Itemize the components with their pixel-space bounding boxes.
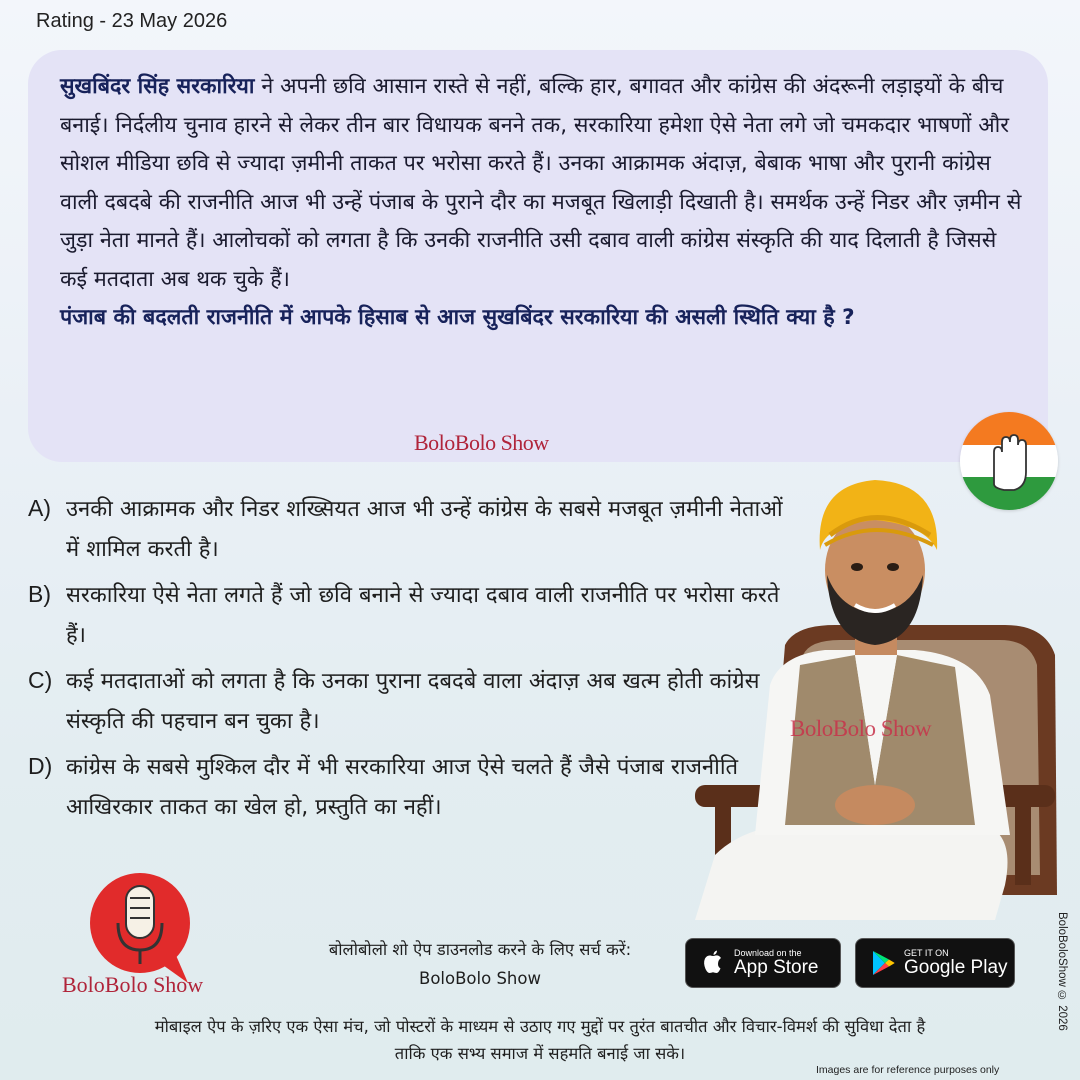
image-disclaimer: Images are for reference purposes only [816,1064,1000,1076]
footer-description [40,1013,1040,1067]
brand-name: BoloBolo Show [62,972,204,997]
congress-hand-symbol-icon [960,412,1058,510]
download-instructions [290,935,670,993]
footer-line-2: ताकि एक सभ्य समाज में सहमति बनाई जा सके। [394,1044,686,1063]
footer-line-1: मोबाइल ऐप के ज़रिए एक ऐसा मंच, जो पोस्टरों के माध्यम से उठाए गए मुद्दों पर तुरंत बातचीत और विचार-विमर्श की सुविधा देता है [154,1017,926,1036]
poll-options [28,488,788,832]
card-body-text: ने अपनी छवि आसान रास्ते से नहीं, बल्कि हार, बगावत और कांग्रेस की अंदरूनी लड़ाइयों के बीच बनाई। निर्दलीय चुनाव हारने से लेकर तीन बार विधायक बनने तक, सरकारिया हमेशा ऐसे नेता लगे जो चमकदार भाषणों और सोशल मीडिया छवि से ज्यादा ज़मीनी ताकत पर भरोसा करते हैं। उनका आक्रामक अंदाज़, बेबाक भाषा और पुरानी कांग्रेस वाली दबदबे की राजनीति आज भी उन्हें पंजाब के पुराने दौर का मजबूत खिलाड़ी दिखाती है। समर्थक उन्हें निडर और ज़मीन से जुड़ा नेता मानते हैं। आलोचकों को लगता है कि उनकी राजनीति उसी दबाव वाली कांग्रेस संस्कृति की याद दिलाती है जिससे कई मतदाता अब थक चुके हैं। [60,74,1022,292]
googleplay-big-text: Google Play [904,957,1008,978]
poll-question: पंजाब की बदलती राजनीति में आपके हिसाब से आज सुखबिंदर सरकारिया की असली स्थिति क्या है ? [60,305,855,330]
appstore-big-text: App Store [734,957,819,978]
card-watermark: BoloBolo Show [414,430,549,455]
google-play-button[interactable] [855,938,1015,988]
poll-option-c[interactable]: C) कई मतदाताओं को लगता है कि उनका पुराना दबदबे वाला अंदाज़ अब खत्म होती कांग्रेस संस्कृति की पहचान बन चुका है। [28,667,760,734]
poll-option-a[interactable]: A) उनकी आक्रामक और निडर शख्सियत आज भी उन्हें कांग्रेस के सबसे मजबूत ज़मीनी नेताओं में शामिल करती है। [28,495,783,562]
download-app-name: BoloBolo Show [419,969,541,988]
politician-name: सुखबिंदर सिंह सरकारिया [60,74,255,99]
google-play-icon [868,948,898,978]
apple-icon [698,948,728,978]
portrait-watermark: BoloBolo Show [790,716,932,741]
download-prompt: बोलोबोलो शो ऐप डाउनलोड करने के लिए सर्च करें: [328,940,632,959]
poll-option-b[interactable]: B) सरकारिया ऐसे नेता लगते हैं जो छवि बनाने से ज्यादा दबाव वाली राजनीति पर भरोसा करते हैं। [28,581,780,648]
question-card-text [60,68,1025,338]
appstore-small-text: Download on the [734,948,802,958]
poll-option-d[interactable]: D) कांग्रेस के सबसे मुश्किल दौर में भी सरकारिया आज ऐसे चलते हैं जैसे पंजाब राजनीति आखिरकार ताकत का खेल हो, प्रस्तुति का नहीं। [28,753,739,820]
copyright-notice: BoloBoloShow © 2026 [1056,912,1068,1031]
googleplay-small-text: GET IT ON [904,948,949,958]
app-store-button[interactable] [685,938,841,988]
rating-date-label: Rating - 23 May 2026 [36,10,228,32]
politician-portrait [675,455,1060,920]
